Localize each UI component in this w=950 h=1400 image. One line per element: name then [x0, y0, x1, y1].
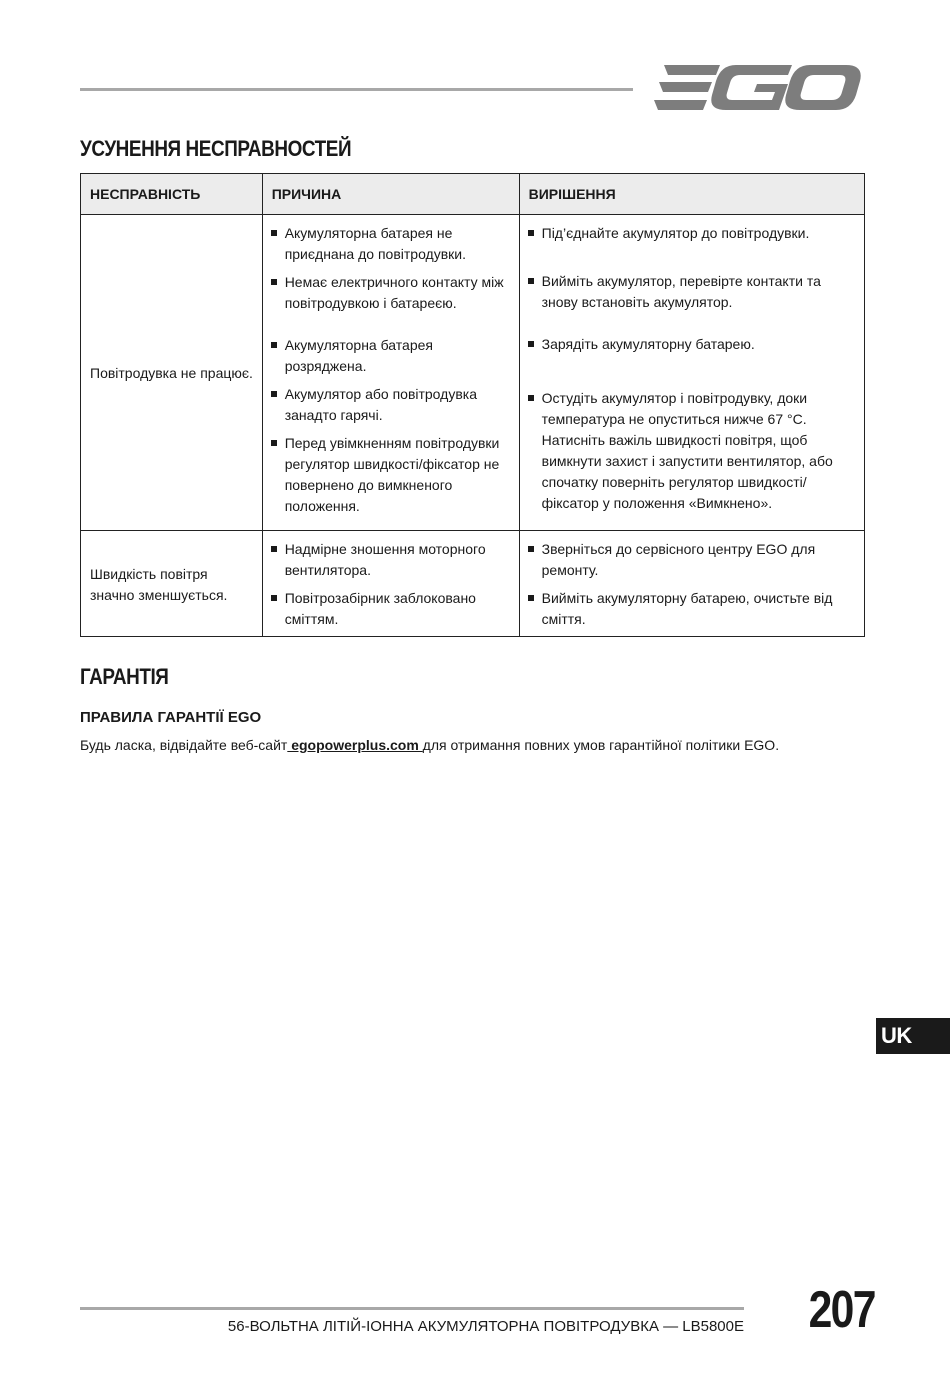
solution-item: Остудіть акумулятор і повітродувку, доки температура не опуститься нижче 67 °C. Натисніть важіль швидкості повітря, щоб вимкнути захист і запустити вентилятор, або спочатку поверніть регулятор швидкості/фіксатор у положення «Вимкнено». [526, 388, 858, 514]
footer-rule [80, 1307, 744, 1310]
cause-item: Немає електричного контакту між повітродувкою і батареєю. [269, 272, 513, 314]
warranty-text-before: Будь ласка, відвідайте веб-сайт [80, 737, 288, 753]
header-solution: ВИРІШЕННЯ [519, 174, 864, 215]
table-row [81, 215, 865, 531]
footer-text: 56-ВОЛЬТНА ЛІТІЙ-ІОННА АКУМУЛЯТОРНА ПОВІТРОДУВКА — LB5800E [227, 1318, 744, 1335]
solution-cell [519, 215, 864, 531]
solution-cell [519, 531, 864, 637]
solution-item: Вийміть акумуляторну батарею, очистьте від сміття. [526, 588, 858, 630]
table-header-row [81, 174, 865, 215]
warranty-text-after: для отримання повних умов гарантійної політики EGO. [422, 737, 780, 753]
cause-item: Акумуляторна батарея розряджена. [269, 335, 513, 377]
header-problem: НЕСПРАВНІСТЬ [81, 174, 263, 215]
ego-logo [650, 63, 862, 113]
header-rule [80, 88, 633, 91]
solution-item: Зверніться до сервісного центру EGO для ремонту. [526, 539, 858, 581]
table-row [81, 531, 865, 637]
cause-item: Перед увімкненням повітродувки регулятор швидкості/фіксатор не повернено до вимкненого положення. [269, 433, 513, 517]
troubleshooting-title: УСУНЕННЯ НЕСПРАВНОСТЕЙ [80, 136, 352, 161]
page-number: 207 [808, 1281, 875, 1339]
warranty-text [80, 737, 779, 753]
solution-item: Під’єднайте акумулятор до повітродувки. [526, 223, 858, 244]
problem-cell: Повітродувка не працює. [81, 215, 263, 531]
warranty-subtitle: ПРАВИЛА ГАРАНТІЇ EGO [80, 709, 262, 726]
cause-item: Повітрозабірник заблоковано сміттям. [269, 588, 513, 630]
solution-item: Вийміть акумулятор, перевірте контакти та знову встановіть акумулятор. [526, 271, 858, 313]
cause-cell [262, 215, 519, 531]
troubleshooting-table [80, 173, 865, 637]
cause-cell [262, 531, 519, 637]
cause-item: Акумуляторна батарея не приєднана до повітродувки. [269, 223, 513, 265]
cause-item: Надмірне зношення моторного вентилятора. [269, 539, 513, 581]
solution-item: Зарядіть акумуляторну батарею. [526, 334, 858, 355]
header-cause: ПРИЧИНА [262, 174, 519, 215]
warranty-link[interactable]: egopowerplus.com [287, 737, 423, 753]
warranty-title: ГАРАНТІЯ [80, 664, 169, 689]
problem-cell: Швидкість повітря значно зменшується. [81, 531, 263, 637]
cause-item: Акумулятор або повітродувка занадто гарячі. [269, 384, 513, 426]
language-tab: UK [876, 1018, 950, 1054]
